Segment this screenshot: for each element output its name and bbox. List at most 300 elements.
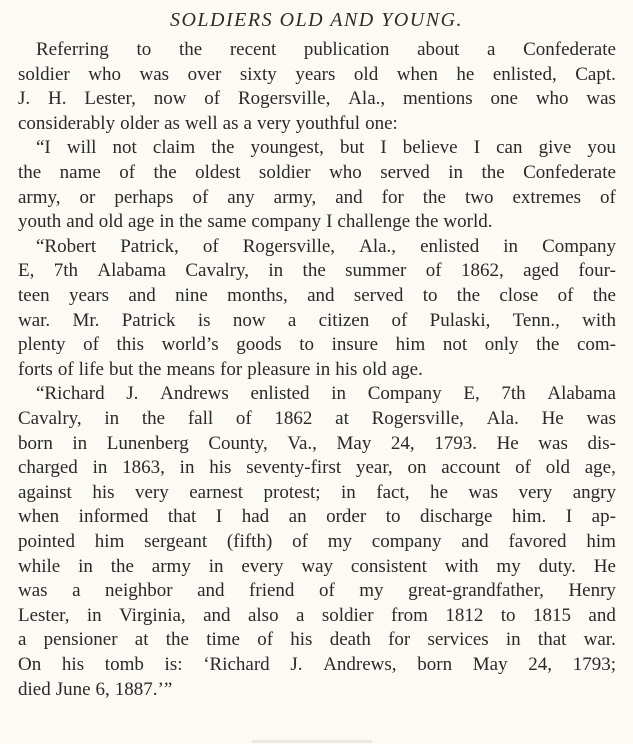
word: the <box>110 555 134 577</box>
word: in <box>315 358 331 380</box>
word: years <box>68 285 110 306</box>
word: from <box>391 604 428 626</box>
word: a <box>296 604 305 626</box>
word: I <box>326 211 333 233</box>
word: seventy-first <box>246 457 342 479</box>
word: you <box>587 137 616 159</box>
word: a <box>287 309 297 331</box>
word: was <box>586 408 616 429</box>
word: protest; <box>263 481 321 503</box>
word: goods <box>236 334 282 356</box>
word: against <box>18 481 72 503</box>
word: 1887.’” <box>114 678 173 700</box>
word: County, <box>208 432 268 454</box>
word: the <box>302 260 326 282</box>
word: him <box>586 531 616 552</box>
word: soldier <box>18 63 70 85</box>
word: order <box>326 506 367 528</box>
word: of <box>83 334 99 356</box>
word: his <box>61 654 85 675</box>
word: was <box>139 63 170 85</box>
word: to <box>136 39 152 60</box>
word: a <box>243 112 252 134</box>
word: my <box>359 580 384 602</box>
word: who <box>88 63 121 85</box>
text-line <box>36 38 616 62</box>
word: Lester, <box>18 604 70 626</box>
word: the <box>18 162 42 183</box>
word: about <box>417 39 460 60</box>
word: great-grandfather, <box>408 580 544 602</box>
word: Ala. <box>486 408 519 429</box>
word: citizen <box>318 309 370 331</box>
word: enlisted <box>250 383 310 405</box>
text-line <box>36 235 616 259</box>
word: Mr. <box>72 309 100 331</box>
word: Patrick, <box>120 235 179 257</box>
word: 1793; <box>572 654 616 675</box>
word: older <box>120 112 160 134</box>
word: E, <box>463 383 480 405</box>
word: Ala., <box>359 235 397 257</box>
word: earnest <box>189 481 244 503</box>
word: and <box>197 580 225 602</box>
text-line <box>18 186 616 210</box>
word: company <box>251 211 322 233</box>
word: but <box>339 137 365 159</box>
word: recent <box>229 39 277 60</box>
word: and <box>461 531 489 552</box>
word: in <box>104 408 120 429</box>
word: J. <box>290 654 303 675</box>
word: served <box>380 162 430 183</box>
word: in <box>78 555 93 577</box>
word: 24, <box>390 432 415 454</box>
word: over <box>187 63 222 85</box>
word: in <box>503 235 519 257</box>
word: Rogersville, <box>371 408 464 429</box>
word: born <box>417 654 453 675</box>
word: death <box>329 629 371 651</box>
word: that <box>537 629 567 651</box>
word: the <box>415 211 439 233</box>
word: year, <box>355 457 393 479</box>
word: insure <box>331 334 379 356</box>
word: Rogersville, <box>237 88 331 110</box>
word: not <box>442 334 468 356</box>
word: 1815 <box>532 604 571 626</box>
word: Henry <box>568 580 616 602</box>
word: for <box>220 358 243 380</box>
word: while <box>18 555 61 577</box>
word: to <box>500 604 516 626</box>
word: way <box>301 555 334 577</box>
word: pensioner <box>43 629 118 651</box>
word: a <box>72 580 81 602</box>
word: this <box>116 334 144 356</box>
word: the <box>141 408 166 429</box>
word: He <box>593 555 616 577</box>
word: Referring <box>36 39 109 60</box>
word: in <box>448 162 464 183</box>
word: Patrick <box>121 309 176 331</box>
word: one <box>490 88 518 110</box>
word: E, <box>18 260 35 282</box>
text-line <box>18 505 616 529</box>
word: old <box>362 358 387 380</box>
word: enlisted <box>420 235 480 257</box>
word: him <box>395 334 426 356</box>
word: can <box>496 137 523 159</box>
word: of <box>119 162 136 183</box>
word: in <box>92 457 108 479</box>
word: aged <box>523 260 559 282</box>
word: to <box>385 506 401 528</box>
word: months, <box>227 285 288 306</box>
word: an <box>288 506 307 528</box>
word: favored <box>508 531 567 552</box>
word: now <box>153 88 187 110</box>
word: who <box>329 162 362 183</box>
word: (fifth) <box>226 531 273 552</box>
word: “Robert <box>36 235 97 257</box>
word: time <box>206 629 240 651</box>
word: with <box>582 309 616 331</box>
word: ‘Richard <box>203 654 270 675</box>
word: the <box>211 137 235 159</box>
word: his <box>290 629 313 651</box>
word: perhaps <box>114 186 174 208</box>
word: army, <box>18 186 61 208</box>
word: mentions <box>402 88 473 110</box>
text-line <box>18 87 616 111</box>
word: but <box>108 358 134 380</box>
word: was <box>18 580 48 602</box>
text-line <box>18 284 616 308</box>
word: any <box>227 186 255 208</box>
word: or <box>79 186 96 208</box>
word: and <box>307 285 335 306</box>
word: J. <box>126 383 139 405</box>
word: Lunenberg <box>106 432 189 454</box>
word: name <box>59 162 101 183</box>
word: plenty <box>18 334 66 356</box>
word: claim <box>152 137 196 159</box>
text-line <box>18 259 616 283</box>
word: old <box>353 63 379 85</box>
text-line <box>18 112 616 136</box>
word: for <box>388 629 411 651</box>
text-line <box>18 579 616 603</box>
word: two <box>464 186 494 208</box>
text-line <box>18 481 616 505</box>
word: four- <box>578 260 616 282</box>
word: of <box>257 629 274 651</box>
word: him. <box>512 506 547 528</box>
word: company <box>371 531 442 552</box>
text-line <box>18 161 616 185</box>
word: oldest <box>195 162 241 183</box>
word: of <box>292 531 308 552</box>
word: 24, <box>528 654 553 675</box>
word: 1793. <box>434 432 477 454</box>
text-line <box>18 456 616 480</box>
word: angry <box>572 481 616 503</box>
word: youth <box>18 211 62 233</box>
word: consistent <box>350 555 427 577</box>
word: fall <box>187 408 214 429</box>
word: soldier <box>258 162 311 183</box>
word: youngest, <box>250 137 324 159</box>
word: Confederate <box>523 162 616 183</box>
word: for <box>381 186 404 208</box>
word: believe <box>402 137 458 159</box>
word: in <box>268 260 284 282</box>
word: forts <box>18 358 53 380</box>
word: Rogersville, <box>242 235 336 257</box>
word: of <box>391 309 408 331</box>
word: of <box>192 186 209 208</box>
word: to <box>299 334 315 356</box>
word: age, <box>584 457 616 479</box>
word: in <box>331 383 347 405</box>
word: his <box>92 481 115 503</box>
word: “I <box>36 137 51 159</box>
word: 7th <box>501 383 526 405</box>
word: at <box>335 408 349 429</box>
word: one: <box>365 112 398 134</box>
word: challenge <box>337 211 411 233</box>
word: in <box>159 211 175 233</box>
word: 1863, <box>122 457 165 479</box>
word: of <box>204 88 221 110</box>
text-line <box>18 653 616 677</box>
word: the <box>481 162 505 183</box>
word: the <box>138 358 162 380</box>
word: He <box>541 408 564 429</box>
word: the <box>153 162 177 183</box>
word: publication <box>303 39 390 60</box>
word: account <box>441 457 501 479</box>
word: is <box>197 309 211 331</box>
word: 1862, <box>460 260 504 282</box>
word: and <box>66 211 94 233</box>
word: 7th <box>53 260 79 282</box>
word: H. <box>48 88 67 110</box>
word: and <box>588 604 616 626</box>
word: a <box>18 629 27 651</box>
word: of <box>557 285 574 306</box>
word: duty. <box>538 555 576 577</box>
word: close <box>499 285 539 306</box>
word: in <box>505 629 521 651</box>
word: war. <box>18 309 51 331</box>
word: Alabama <box>97 260 166 282</box>
word: “Richard <box>36 383 105 405</box>
word: same <box>207 211 247 233</box>
word: the <box>165 629 189 651</box>
word: services <box>427 629 489 651</box>
word: of <box>318 580 335 602</box>
word: of <box>600 186 616 208</box>
word: his <box>209 457 232 479</box>
word: the <box>592 285 616 306</box>
word: was <box>468 481 498 503</box>
word: my <box>496 555 521 577</box>
word: Pulaski, <box>429 309 491 331</box>
word: I <box>380 137 387 159</box>
word: age. <box>391 358 423 380</box>
word: He <box>496 432 519 454</box>
word: give <box>538 137 572 159</box>
word: at <box>134 629 149 651</box>
text-line <box>18 407 616 431</box>
word: com- <box>576 334 616 356</box>
word: tomb <box>104 654 144 675</box>
word: old <box>98 211 123 233</box>
word: means <box>166 358 216 380</box>
word: of <box>515 457 531 479</box>
word: that <box>167 506 197 528</box>
text-line <box>18 604 616 628</box>
word: and <box>335 186 363 208</box>
word: will <box>66 137 97 159</box>
word: friend <box>249 580 295 602</box>
word: served <box>353 285 404 306</box>
word: only <box>484 334 519 356</box>
word: neighbor <box>105 580 173 602</box>
word: is: <box>164 654 183 675</box>
word: in <box>72 432 88 454</box>
word: Lester, <box>84 88 136 110</box>
word: 6, <box>95 678 110 700</box>
word: sergeant <box>144 531 208 552</box>
word: years <box>295 63 336 85</box>
word: war. <box>583 629 616 651</box>
word: world. <box>443 211 493 233</box>
word: was <box>586 88 616 110</box>
word: the <box>456 285 481 306</box>
word: charged <box>18 457 78 479</box>
word: in <box>179 457 195 479</box>
text-line <box>18 678 616 702</box>
word: sixty <box>239 63 277 85</box>
word: died <box>18 678 51 700</box>
word: Va., <box>287 432 317 454</box>
word: Ala., <box>348 88 386 110</box>
word: in <box>86 604 102 626</box>
word: very <box>518 481 553 503</box>
word: well <box>184 112 218 134</box>
word: Capt. <box>575 63 616 85</box>
word: old <box>545 457 570 479</box>
word: summer <box>345 260 407 282</box>
word: very <box>134 481 169 503</box>
word: J. <box>18 88 31 110</box>
word: of <box>235 408 252 429</box>
word: extremes <box>512 186 582 208</box>
word: life <box>78 358 104 380</box>
word: now <box>232 309 266 331</box>
word: born <box>18 432 53 454</box>
word: I <box>473 137 481 159</box>
word: soldier <box>321 604 374 626</box>
word: 1862 <box>274 408 313 429</box>
word: also <box>247 604 279 626</box>
text-line <box>18 432 616 456</box>
word: On <box>18 654 42 675</box>
word: pleasure <box>247 358 311 380</box>
word: enlisted, <box>492 63 557 85</box>
text-line <box>36 136 616 160</box>
word: had <box>241 506 270 528</box>
word: and <box>203 604 231 626</box>
text-line <box>18 628 616 652</box>
word: youthful <box>295 112 361 134</box>
word: in <box>208 555 224 577</box>
word: not <box>112 137 137 159</box>
word: he <box>430 481 448 503</box>
word: Alabama <box>547 383 616 405</box>
bottom-rule <box>252 740 372 743</box>
word: informed <box>78 506 149 528</box>
article-title: SOLDIERS OLD AND YOUNG. <box>169 9 464 31</box>
word: of <box>425 260 442 282</box>
word: army <box>151 555 191 577</box>
word: was <box>538 432 568 454</box>
text-line <box>18 530 616 554</box>
word: in <box>341 481 356 503</box>
text-line <box>36 382 616 406</box>
text-line <box>18 333 616 357</box>
word: Confederate <box>523 39 616 60</box>
text-line <box>18 63 616 87</box>
word: May <box>472 654 508 675</box>
word: Company <box>542 235 616 257</box>
text-line <box>18 358 616 382</box>
word: my <box>327 531 352 552</box>
word: and <box>128 285 156 306</box>
word: when <box>396 63 438 85</box>
word: who <box>535 88 569 110</box>
word: Company <box>367 383 442 405</box>
text-line <box>18 555 616 579</box>
word: the <box>179 211 203 233</box>
word: his <box>335 358 358 380</box>
word: to <box>422 285 438 306</box>
word: with <box>444 555 479 577</box>
word: ap- <box>591 506 616 528</box>
word: the <box>536 334 560 356</box>
word: on <box>407 457 427 479</box>
word: he <box>456 63 475 85</box>
word: as <box>222 112 239 134</box>
word: Tenn., <box>512 309 560 331</box>
word: Virginia, <box>119 604 186 626</box>
word: a <box>486 39 496 60</box>
word: Andrews, <box>323 654 397 675</box>
word: of <box>202 235 219 257</box>
word: very <box>256 112 291 134</box>
word: the <box>422 186 446 208</box>
word: of <box>57 358 74 380</box>
word: army, <box>273 186 317 208</box>
word: June <box>55 678 91 700</box>
word: when <box>18 506 60 528</box>
text-line <box>18 309 616 333</box>
word: Cavalry, <box>185 260 250 282</box>
word: 1812 <box>445 604 484 626</box>
